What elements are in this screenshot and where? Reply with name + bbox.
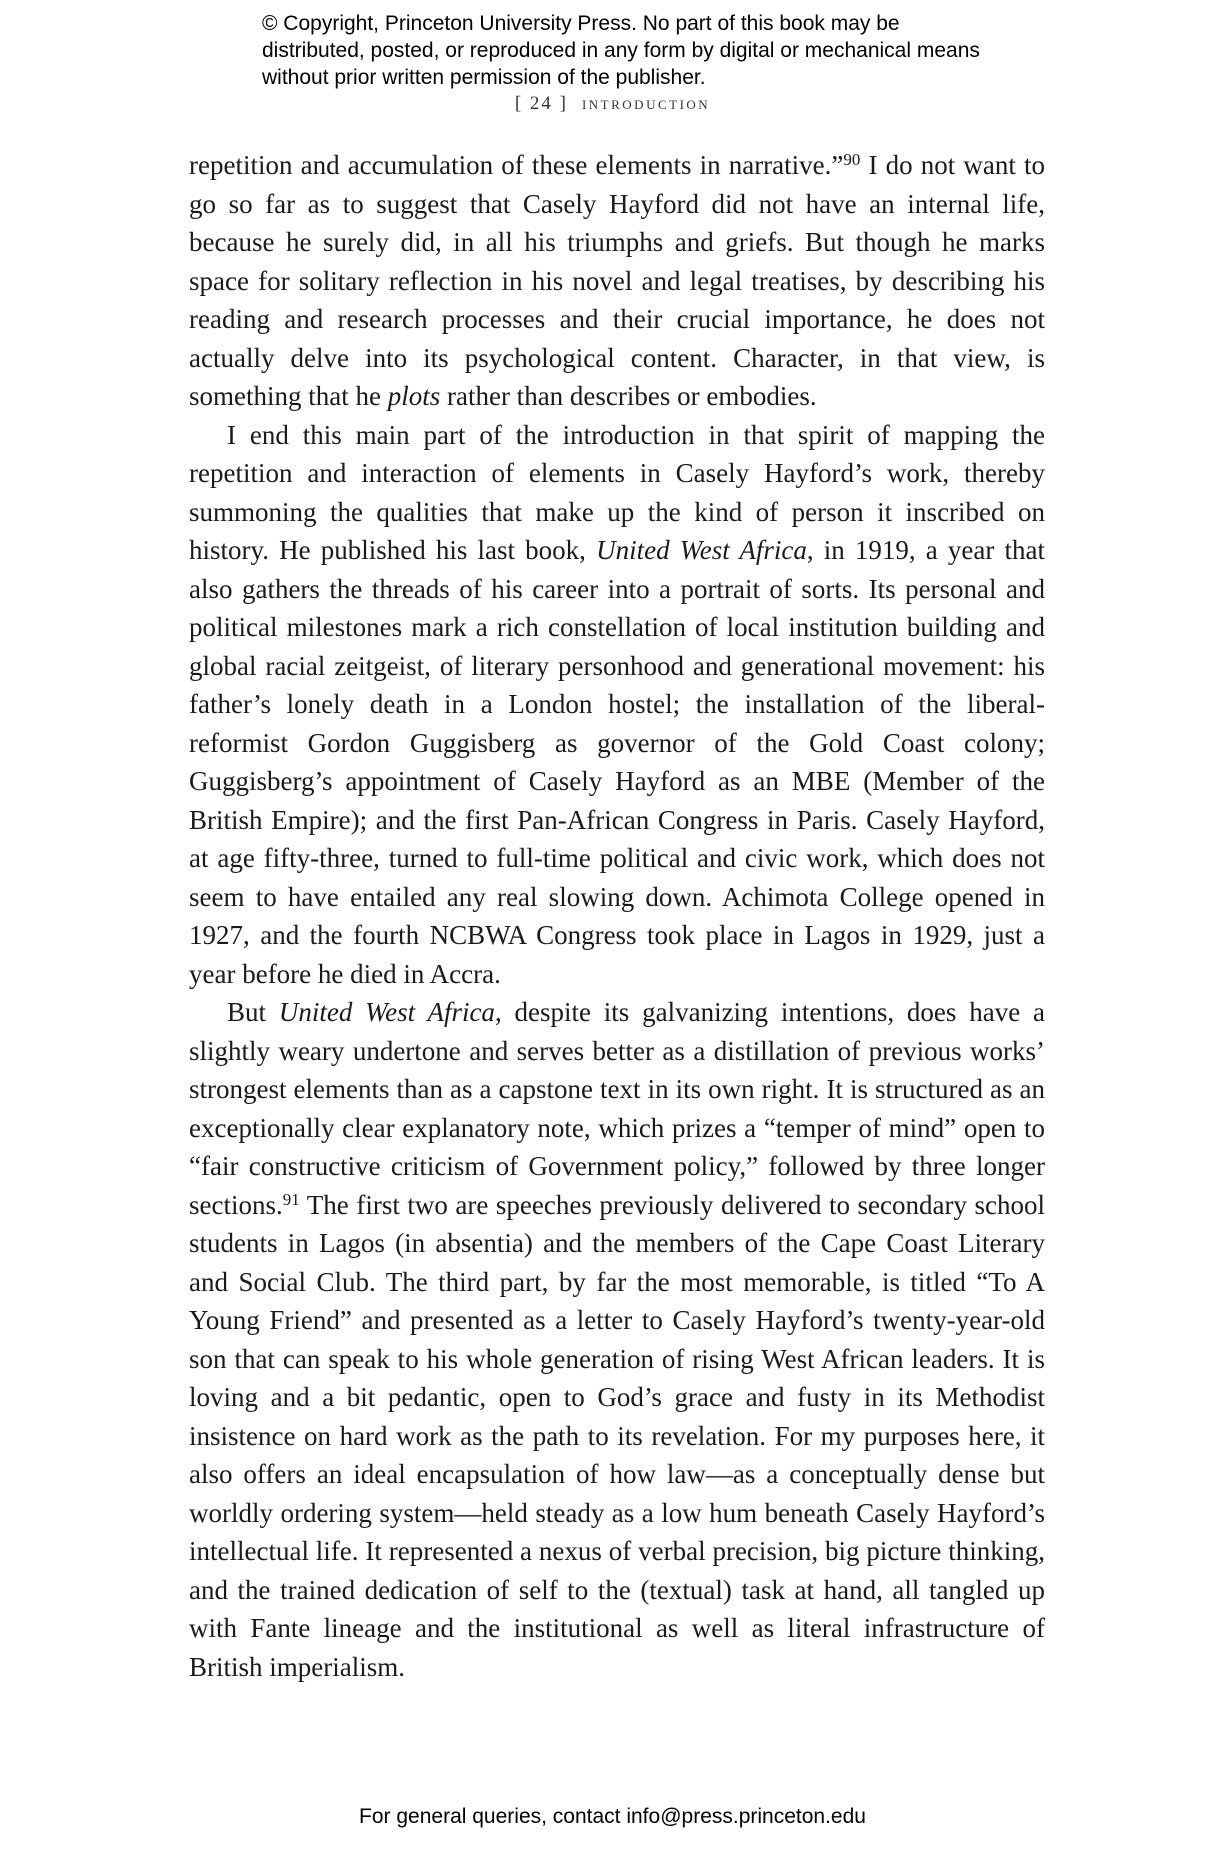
footer-contact: For general queries, contact info@press.princeton.edu [359, 1805, 866, 1828]
endnote-ref-91[interactable]: 91 [282, 1189, 300, 1209]
copyright-notice: © Copyright, Princeton University Press. No part of this book may be distributed, posted, or reproduced in any form by digital or mechanical means without prior written permission of the publisher. [262, 12, 980, 89]
paragraph-1 [189, 146, 1045, 416]
paragraph-2 [189, 416, 1045, 994]
paragraph-3-text-b: , despite its galvanizing intentions, does have a slightly weary undertone and serves better as a distillation of previous works’ strongest elements than as a capstone text in its own right. It is structured as an exceptionally clear explanatory note, which prizes a “temper of mind” open to “fair constructive criticism of Government policy,” followed by three longer sections. [189, 997, 1045, 1220]
paragraph-1-emphasis: plots [387, 381, 441, 411]
book-title-italic: United West Africa [596, 535, 807, 565]
paragraph-2-text-a: I end this main part of the introduction in that spirit of mapping the repetition and interaction of elements in Casely Hayford’s work, thereby summoning the qualities that make up the kind of person it inscribed on history. He published his last book, [189, 419, 1045, 565]
body-text [189, 146, 1045, 1686]
running-head [0, 93, 1225, 115]
running-title: introduction [581, 93, 711, 114]
paragraph-1-text-a: repetition and accumulation of these elements in narrative.” [189, 150, 844, 180]
book-title-italic: United West Africa [278, 997, 495, 1027]
paragraph-3-text-c: The first two are speeches previously delivered to secondary school students in Lagos (in absentia) and the members of the Cape Coast Literary and Social Club. The third part, by far the most memorable, is titled “To A Young Friend” and presented as a letter to Casely Hayford’s twenty-year-old son that can speak to his whole generation of rising West African leaders. It is loving and a bit pedantic, open to God’s grace and fusty in its Methodist insistence on hard work as the path to its revelation. For my purposes here, it also offers an ideal encapsulation of how law—as a conceptually dense but worldly ordering system—held steady as a low hum beneath Casely Hayford’s intellectual life. It represented a nexus of verbal precision, big picture thinking, and the trained dedication of self to the (textual) task at hand, all tangled up with Fante lineage and the institutional as well as literal infrastructure of British imperialism. [189, 1189, 1045, 1682]
page-number: [ 24 ] [514, 93, 568, 114]
endnote-ref-90[interactable]: 90 [843, 150, 861, 169]
paragraph-2-text-b: , in 1919, a year that also gathers the threads of his career into a portrait of sorts. Its personal and political milestones mark a rich constellation of local institution building and global racial zeitgeist, of literary personhood and generational movement: his father’s lonely death in a London hostel; the installation of the liberal-reformist Gordon Guggisberg as governor of the Gold Coast colony; Guggisberg’s appointment of Casely Hayford as an MBE (Member of the British Empire); and the first Pan-African Congress in Paris. Casely Hayford, at age fifty-three, turned to full-time political and civic work, which does not seem to have entailed any real slowing down. Achimota College opened in 1927, and the fourth NCBWA Congress took place in Lagos in 1929, just a year before he died in Accra. [189, 535, 1045, 989]
paragraph-3 [189, 993, 1045, 1686]
paragraph-3-text-a: But [227, 997, 279, 1027]
paragraph-1-text-b: I do not want to go so far as to suggest that Casely Hayford did not have an internal life, because he surely did, in all his triumphs and griefs. But though he marks space for solitary reflection in his novel and legal treatises, by describing his reading and research processes and their crucial importance, he does not actually delve into its psychological content. Character, in that view, is something that he [189, 150, 1046, 411]
paragraph-1-text-c: rather than describes or embodies. [440, 381, 817, 411]
